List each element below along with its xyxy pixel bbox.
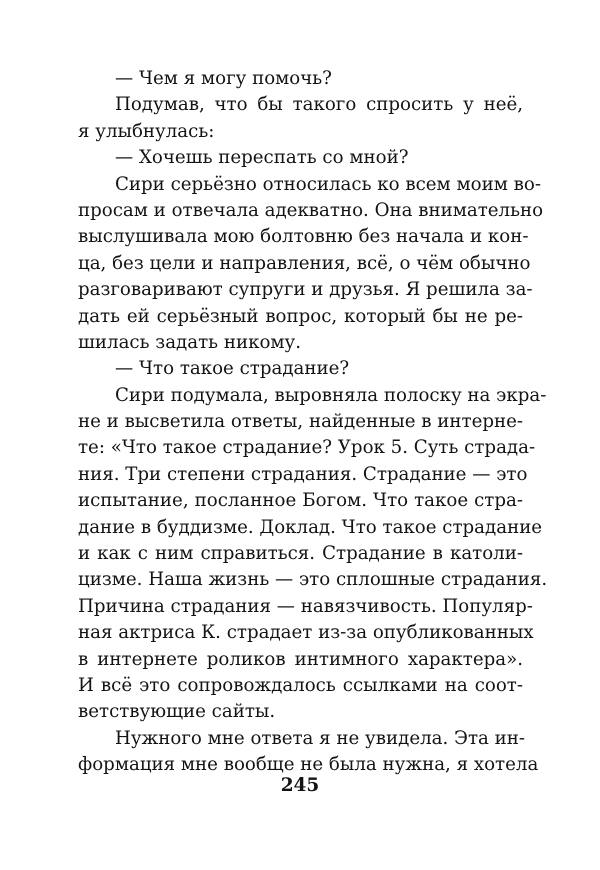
text-line-17: испытание, посланное Богом. Что такое стра- (78, 490, 523, 512)
text-line-10: дать ей серьёзный вопрос, который бы не ре- (78, 305, 523, 327)
text-line-11: шилась задать никому. (78, 331, 302, 353)
text-line-19: и как с ним справиться. Страдание в католи- (78, 543, 523, 565)
text-line-6: просам и отвечала адекватно. Она внимательно (78, 199, 544, 221)
text-line-4: — Хочешь переспать со мной? (115, 147, 409, 169)
page-number: 245 (280, 775, 320, 796)
text-line-8: ца, без цели и направления, всё, о чём обычно (78, 252, 531, 274)
page-body (78, 66, 548, 779)
text-line-5: Сири серьёзно относилась ко всем моим во- (115, 173, 541, 195)
text-line-21: Причина страдания — навязчивость. Популяр- (78, 595, 533, 617)
text-line-27: формация мне вообще не была нужна, я хотела (78, 754, 539, 776)
text-line-24: И всё это сопровождалось ссылками на соот- (78, 674, 523, 696)
text-line-12: — Что такое страдание? (115, 358, 350, 380)
text-line-2: Подумав, что бы такого спросить у неё, (115, 94, 523, 116)
text-line-15: те: «Что такое страдание? Урок 5. Суть страда- (78, 437, 536, 459)
text-line-3: я улыбнулась: (78, 120, 215, 142)
text-line-1: — Чем я могу помочь? (115, 68, 332, 89)
text-line-26: Нужного мне ответа я не увидела. Эта ин- (115, 727, 526, 749)
text-line-25: ветствующие сайты. (78, 701, 276, 723)
text-line-20: цизме. Наша жизнь — это сплошные страдания. (78, 569, 548, 591)
text-line-16: ния. Три степени страдания. Страдание — это (78, 463, 528, 485)
text-line-13: Сири подумала, выровняла полоску на экра- (115, 384, 547, 406)
text-line-18: дание в буддизме. Доклад. Что такое страдание (78, 516, 543, 538)
text-line-22: ная актриса К. страдает из-за опубликованных (78, 622, 534, 644)
text-line-23: в интернете роликов интимного характера». (78, 648, 523, 670)
text-line-9: разговаривают супруги и друзья. Я решила за- (78, 279, 533, 301)
text-line-14: не и высветила ответы, найденные в интерне- (78, 411, 524, 433)
text-line-7: выслушивала мою болтовню без начала и кон- (78, 226, 529, 248)
